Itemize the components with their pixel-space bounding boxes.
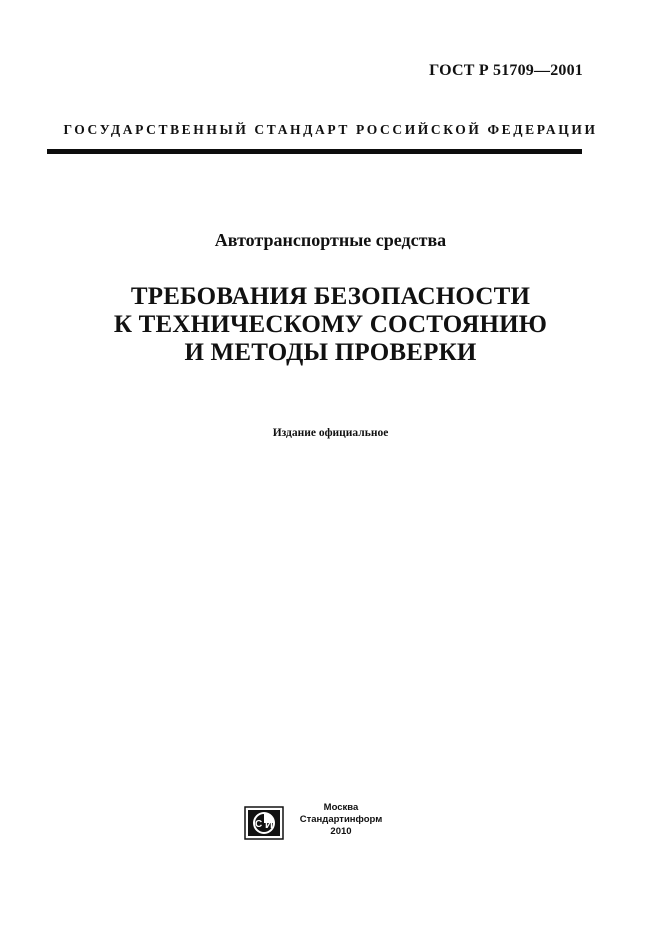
- publisher-year: 2010: [330, 826, 352, 837]
- standard-header: ГОСУДАРСТВЕННЫЙ СТАНДАРТ РОССИЙСКОЙ ФЕДЕРАЦИИ: [63, 122, 598, 137]
- svg-text:И: И: [265, 819, 273, 831]
- svg-text:С: С: [255, 819, 263, 830]
- header-divider: [47, 149, 582, 154]
- publisher-city: Москва: [323, 802, 359, 813]
- document-title: [0, 283, 661, 367]
- edition-label: Издание официальное: [272, 427, 389, 439]
- document-subject: Автотранспортные средства: [214, 230, 447, 250]
- publisher-imprint: [286, 802, 396, 838]
- document-code: ГОСТ Р 51709—2001: [429, 62, 583, 79]
- title-line: К ТЕХНИЧЕСКОМУ СОСТОЯНИЮ: [113, 311, 548, 338]
- publisher-block: [244, 802, 404, 846]
- title-line: ТРЕБОВАНИЯ БЕЗОПАСНОСТИ: [130, 283, 531, 310]
- standartinform-logo-icon: [244, 806, 284, 840]
- publisher-name: Стандартинформ: [299, 814, 383, 825]
- title-line: И МЕТОДЫ ПРОВЕРКИ: [184, 339, 477, 366]
